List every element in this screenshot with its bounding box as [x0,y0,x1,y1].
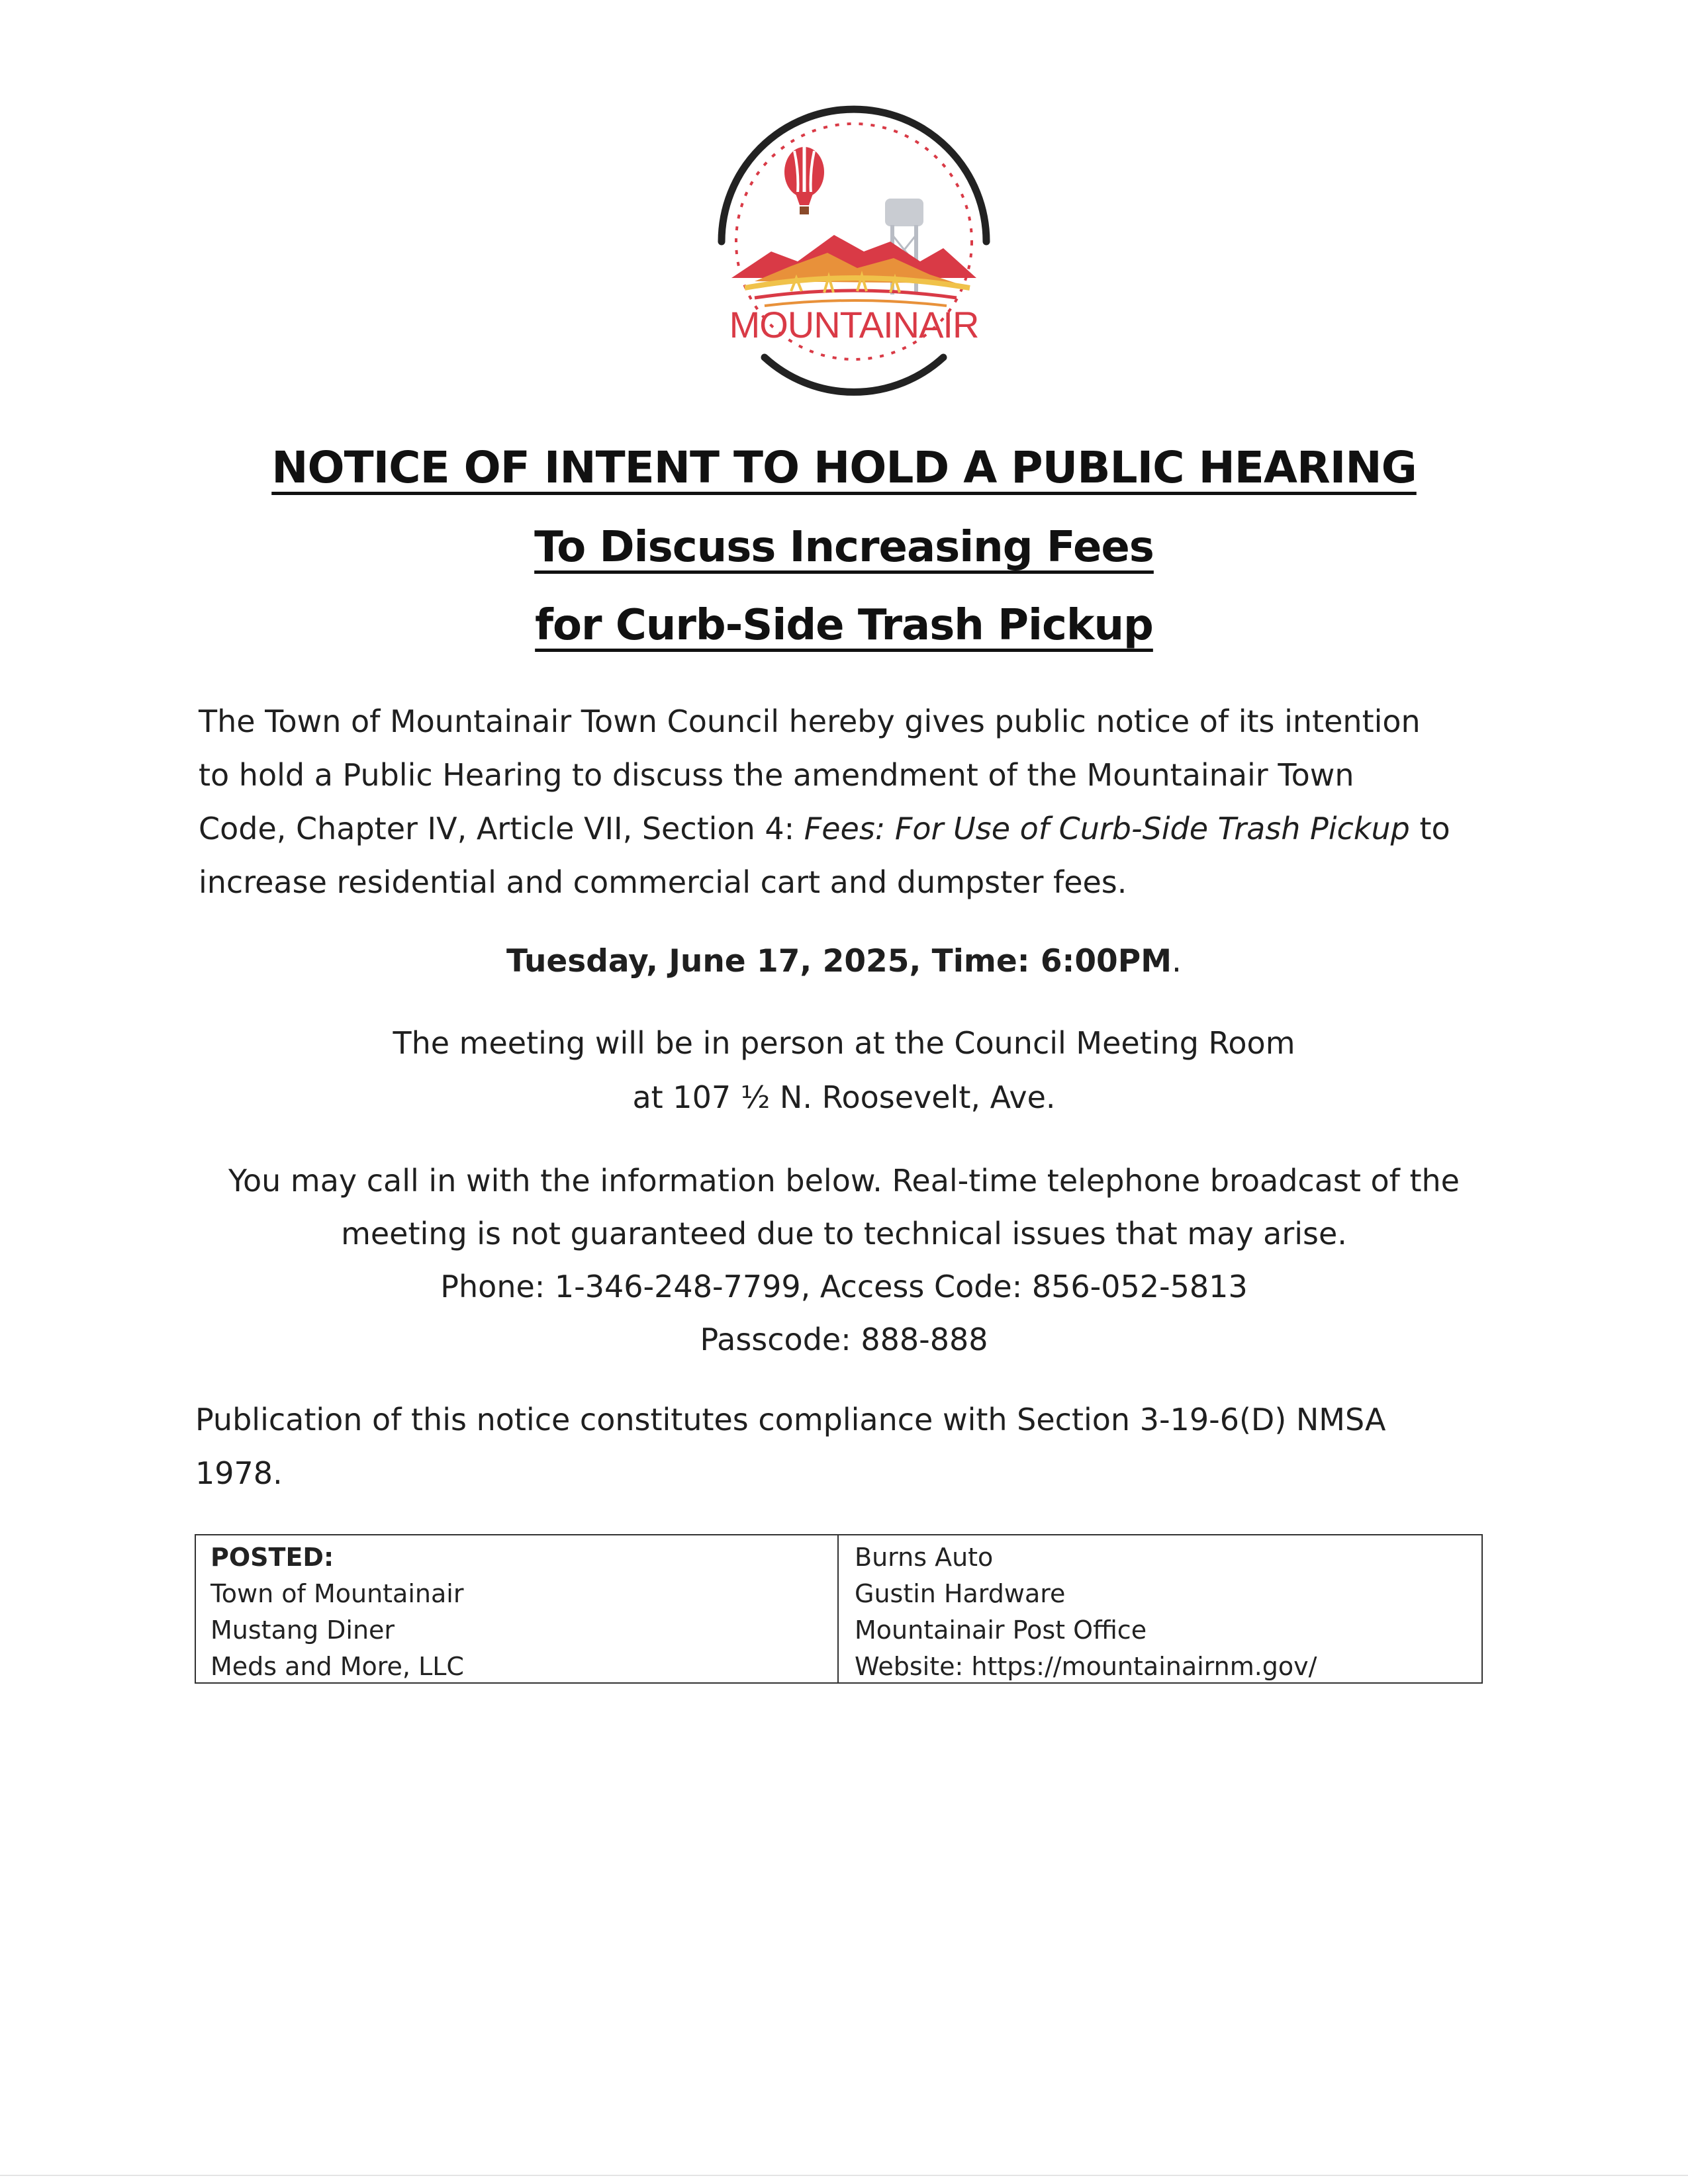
meeting-date-time: Tuesday, June 17, 2025, Time: 6:00PM. [506,943,1182,979]
intro-line-3: Code, Chapter IV, Article VII, Section 4: Fees: For Use of Curb-Side Trash Pickup to [199,811,1450,846]
posted-location: Gustin Hardware [855,1579,1066,1608]
publication-line-1: Publication of this notice constitutes compliance with Section 3-19-6(D) NMSA [195,1402,1386,1437]
logo-ring-top-arc [722,109,986,242]
logo-wordmark: MOUNTAINAIR [729,304,979,345]
location-line-2: at 107 ½ N. Roosevelt, Ave. [632,1079,1056,1115]
meeting-location [0,1016,1688,1124]
posted-column-left [196,1535,839,1682]
intro-line-2: to hold a Public Hearing to discuss the amendment of the Mountainair Town [199,757,1354,793]
posted-location: Burns Auto [855,1543,994,1572]
call-in-line-2: meeting is not guaranteed due to technical issues that may arise. [341,1216,1347,1251]
location-line-1: The meeting will be in person at the Council Meeting Room [393,1025,1295,1061]
posted-location: Meds and More, LLC [211,1652,464,1681]
call-in-phone: Phone: 1-346-248-7799, Access Code: 856-052-5813 [440,1269,1248,1304]
call-in-info [0,1154,1688,1366]
scan-bottom-edge [0,2175,1688,2176]
posted-locations-table [195,1534,1483,1684]
call-in-line-1: You may call in with the information below. Real-time telephone broadcast of the [228,1163,1460,1199]
notice-subtitle-line-2: for Curb-Side Trash Pickup [535,601,1153,650]
posted-location: Mountainair Post Office [855,1615,1147,1645]
intro-line-1: The Town of Mountainair Town Council hereby gives public notice of its intention [199,704,1421,739]
intro-paragraph [199,695,1509,909]
intro-line-4: increase residential and commercial cart and dumpster fees. [199,864,1127,900]
mountains-icon [731,235,976,306]
notice-title: NOTICE OF INTENT TO HOLD A PUBLIC HEARING [271,442,1417,493]
mountainair-logo [692,99,1016,410]
call-in-passcode: Passcode: 888-888 [700,1322,988,1357]
logo-ring-bottom-arc [765,357,943,392]
ordinance-title: Fees: For Use of Curb-Side Trash Pickup [804,811,1410,846]
notice-subtitle-line-1: To Discuss Increasing Fees [534,523,1154,572]
posted-location: Town of Mountainair [211,1579,464,1608]
posted-column-right [839,1535,1481,1682]
publication-notice [195,1393,1506,1500]
posted-header: POSTED: [211,1543,334,1572]
posted-location: Mustang Diner [211,1615,395,1645]
hot-air-balloon-icon [784,147,824,214]
publication-line-2: 1978. [195,1455,283,1491]
posted-website: Website: https://mountainairnm.gov/ [855,1652,1317,1681]
